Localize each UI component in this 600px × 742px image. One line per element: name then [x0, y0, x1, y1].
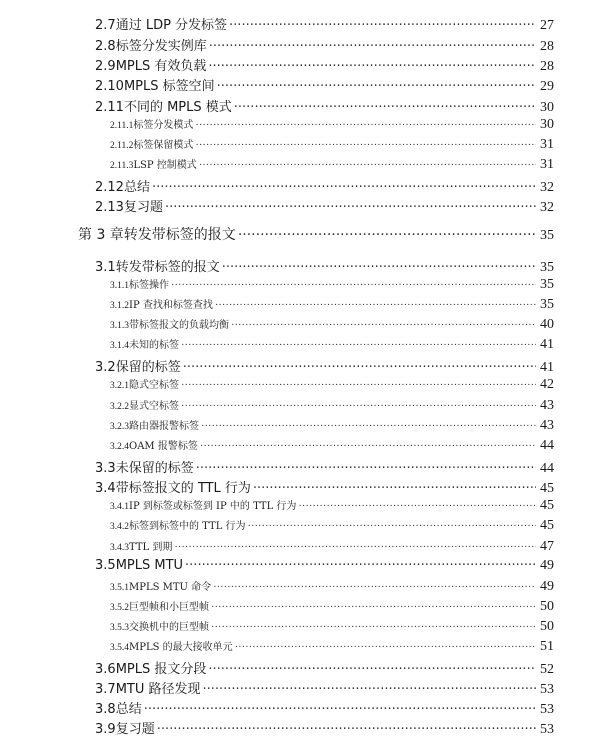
toc-dot-leader [231, 320, 536, 331]
toc-entry-page: 28 [540, 39, 554, 54]
toc-entry-page: 43 [540, 418, 554, 433]
toc-subsection-entry [110, 638, 554, 655]
toc-dot-leader [211, 602, 536, 613]
toc-subsection-entry [110, 417, 554, 434]
toc-entry-page: 32 [540, 200, 554, 215]
toc-entry-page: 35 [540, 228, 554, 243]
toc-entry-title: 总结 [115, 702, 142, 717]
toc-entry-page: 30 [540, 117, 554, 132]
toc-section-entry [95, 678, 554, 698]
toc-subsection-entry [110, 156, 554, 173]
toc-entry-number: 3.2.1 [110, 381, 129, 391]
toc-section-entry [95, 457, 554, 477]
toc-section-entry [95, 658, 554, 678]
toc-chapter-entry [78, 224, 554, 244]
toc-subsection-entry [110, 116, 554, 133]
toc-entry-page: 31 [540, 157, 554, 172]
toc-dot-leader [195, 140, 536, 151]
toc-entry-page: 45 [540, 498, 554, 513]
toc-dot-leader [248, 521, 536, 532]
toc-dot-leader [234, 100, 536, 115]
toc-section-entry [95, 96, 554, 116]
toc-dot-leader [144, 702, 536, 717]
toc-dot-leader [215, 300, 536, 311]
toc-entry-number: 2.10 [95, 79, 124, 94]
toc-entry-title: 标签分发模式 [133, 120, 194, 131]
toc-subsection-entry [110, 437, 554, 454]
toc-entry-title: 不同的 MPLS 模式 [123, 100, 232, 115]
toc-entry-page: 53 [540, 682, 554, 697]
toc-entry-number: 3.2.3 [110, 422, 129, 432]
toc-entry-title: 通过 LDP 分发标签 [115, 18, 228, 33]
toc-entry-number: 3.4.2 [110, 522, 129, 532]
toc-subsection-entry [110, 397, 554, 414]
toc-entry-page: 30 [540, 100, 554, 115]
toc-section-entry [95, 698, 554, 718]
toc-entry-title: 巨型帧和小巨型帧 [129, 602, 209, 613]
toc-section-entry [95, 196, 554, 216]
toc-entry-page: 51 [540, 639, 554, 654]
toc-entry-title: 未保留的标签 [115, 461, 194, 476]
toc-dot-leader [209, 39, 536, 54]
toc-entry-number: 2.11.3 [110, 161, 134, 171]
toc-entry-number: 3.2.4 [110, 442, 129, 452]
toc-entry-number: 3.4 [95, 481, 116, 496]
toc-dot-leader [181, 401, 536, 412]
toc-entry-number: 2.8 [95, 39, 116, 54]
toc-entry-page: 40 [540, 317, 554, 332]
toc-dot-leader [157, 722, 536, 737]
toc-entry-number: 3.7 [95, 682, 116, 697]
toc-entry-number: 3.9 [95, 722, 116, 737]
toc-subsection-entry [110, 538, 554, 555]
toc-entry-number: 3.6 [95, 662, 116, 677]
toc-entry-number: 3.4.3 [110, 543, 129, 553]
toc-entry-number: 3.5.3 [110, 623, 129, 633]
toc-dot-leader [203, 682, 537, 697]
toc-subsection-entry [110, 598, 554, 615]
toc-entry-page: 47 [540, 539, 554, 554]
toc-dot-leader [211, 622, 536, 633]
toc-section-entry [95, 558, 554, 574]
toc-subsection-entry [110, 336, 554, 353]
toc-entry-title: 标签操作 [129, 280, 169, 291]
toc-section-entry [95, 477, 554, 497]
toc-entry-title: MPLS 标签空间 [123, 79, 215, 94]
toc-dot-leader [165, 200, 536, 215]
toc-entry-page: 49 [540, 579, 554, 594]
toc-section-entry [95, 75, 554, 95]
toc-entry-title: 复习题 [123, 200, 163, 215]
toc-entry-page: 35 [540, 277, 554, 292]
toc-section-entry [95, 14, 554, 34]
toc-entry-number: 2.13 [95, 200, 124, 215]
toc-entry-number: 3.3 [95, 461, 116, 476]
toc-entry-page: 44 [540, 438, 554, 453]
toc-dot-leader [213, 582, 536, 593]
toc-entry-number: 第 3 章 [78, 227, 124, 243]
toc-entry-title: 总结 [123, 180, 150, 195]
toc-entry-number: 3.1.1 [110, 281, 129, 291]
toc-entry-number: 3.1 [95, 260, 116, 275]
toc-entry-title: 标签保留模式 [133, 140, 194, 151]
toc-entry-title: TTL 到期 [129, 542, 173, 553]
toc-dot-leader [181, 340, 536, 351]
toc-entry-title: 复习题 [115, 722, 155, 737]
toc-dot-leader [174, 542, 536, 553]
toc-dot-leader [152, 180, 536, 195]
toc-entry-number: 3.8 [95, 702, 116, 717]
toc-entry-number: 3.5.4 [110, 643, 129, 653]
toc-entry-title: LSP 控制模式 [133, 160, 197, 171]
toc-entry-page: 29 [540, 79, 554, 94]
toc-entry-title: OAM 报警标签 [129, 441, 198, 452]
toc-dot-leader [238, 227, 536, 243]
toc-entry-number: 3.1.4 [110, 341, 129, 351]
toc-dot-leader [181, 380, 536, 391]
toc-entry-page: 53 [540, 722, 554, 737]
toc-dot-leader [199, 160, 536, 171]
toc-entry-number: 3.1.3 [110, 321, 129, 331]
toc-entry-title: IP 到标签或标签到 IP 中的 TTL 行为 [129, 501, 297, 512]
toc-dot-leader [253, 481, 536, 496]
toc-entry-title: MPLS 报文分段 [115, 662, 207, 677]
toc-entry-page: 31 [540, 137, 554, 152]
toc-entry-number: 2.11.2 [110, 141, 134, 151]
toc-dot-leader [200, 441, 536, 452]
toc-dot-leader [171, 280, 536, 291]
toc-entry-title: 隐式空标签 [129, 380, 179, 391]
toc-entry-page: 50 [540, 619, 554, 634]
toc-section-entry [95, 55, 554, 75]
toc-dot-leader [208, 59, 536, 74]
toc-entry-title: 路由器报警标签 [129, 421, 199, 432]
toc-entry-title: 保留的标签 [115, 360, 181, 375]
toc-entry-page: 45 [540, 481, 554, 496]
toc-entry-page: 53 [540, 702, 554, 717]
toc-entry-number: 3.4.1 [110, 502, 129, 512]
toc-entry-title: MPLS 的最大接收单元 [129, 642, 233, 653]
toc-entry-number: 3.5.1 [110, 583, 129, 593]
toc-entry-number: 3.1.2 [110, 301, 129, 311]
toc-entry-page: 42 [540, 377, 554, 392]
toc-entry-page: 41 [540, 337, 554, 352]
toc-dot-leader [196, 461, 536, 476]
toc-entry-title: 标签到标签中的 TTL 行为 [129, 521, 246, 532]
toc-entry-page: 27 [540, 18, 554, 33]
toc-subsection-entry [110, 296, 554, 313]
toc-dot-leader [208, 662, 536, 677]
toc-entry-title: MTU 路径发现 [115, 682, 201, 697]
toc-subsection-entry [110, 276, 554, 293]
toc-entry-page: 52 [540, 662, 554, 677]
toc-entry-title: MPLS 有效负载 [115, 59, 207, 74]
toc-entry-title: MPLS MTU 命令 [129, 582, 212, 593]
toc-section-entry [95, 356, 554, 376]
toc-entry-title: 交换机中的巨型帧 [129, 622, 209, 633]
toc-subsection-entry [110, 578, 554, 595]
toc-entry-title: IP 查找和标签查找 [129, 300, 213, 311]
toc-entry-title: 显式空标签 [129, 401, 179, 412]
toc-entry-number: 2.9 [95, 59, 116, 74]
toc-entry-page: 44 [540, 461, 554, 476]
toc-section-entry [95, 176, 554, 196]
toc-dot-leader [183, 360, 536, 375]
toc-entry-page: 50 [540, 599, 554, 614]
toc-entry-title: 带标签报文的负载均衡 [129, 320, 229, 331]
toc-entry-page: 49 [540, 558, 554, 573]
toc-entry-page: 41 [540, 360, 554, 375]
toc-entry-title: 带标签报文的 TTL 行为 [115, 481, 251, 496]
toc-subsection-entry [110, 517, 554, 534]
toc-entry-page: 45 [540, 518, 554, 533]
toc-section-entry [95, 256, 554, 276]
toc-entry-number: 2.7 [95, 18, 116, 33]
toc-entry-title: 标签分发实例库 [115, 39, 207, 54]
toc-dot-leader [217, 79, 536, 94]
toc-entry-number: 3.5.2 [110, 603, 129, 613]
toc-dot-leader [229, 18, 536, 33]
toc-subsection-entry [110, 136, 554, 153]
toc-entry-title: 未知的标签 [129, 340, 179, 351]
toc-dot-leader [185, 558, 536, 573]
toc-dot-leader [222, 260, 536, 275]
toc-entry-page: 43 [540, 398, 554, 413]
toc-subsection-entry [110, 316, 554, 333]
toc-subsection-entry [110, 618, 554, 635]
toc-entry-page: 35 [540, 260, 554, 275]
toc-entry-number: 2.12 [95, 180, 124, 195]
toc-entry-title: MPLS MTU [115, 558, 184, 573]
toc-entry-number: 3.2 [95, 360, 116, 375]
toc-entry-number: 2.11.1 [110, 121, 134, 131]
toc-entry-page: 35 [540, 297, 554, 312]
toc-entry-page: 32 [540, 180, 554, 195]
toc-entry-number: 2.11 [95, 100, 124, 115]
toc-dot-leader [235, 642, 536, 653]
toc-section-entry [95, 35, 554, 55]
toc-entry-title: 转发带标签的报文 [123, 227, 236, 243]
toc-subsection-entry [110, 376, 554, 393]
toc-dot-leader [195, 120, 536, 131]
toc-subsection-entry [110, 497, 554, 514]
toc-entry-title: 转发带标签的报文 [115, 260, 220, 275]
toc-entry-page: 28 [540, 59, 554, 74]
toc-entry-number: 3.2.2 [110, 402, 129, 412]
toc-section-entry [95, 718, 554, 738]
toc-entry-number: 3.5 [95, 558, 116, 573]
toc-dot-leader [201, 421, 536, 432]
toc-dot-leader [298, 501, 536, 512]
